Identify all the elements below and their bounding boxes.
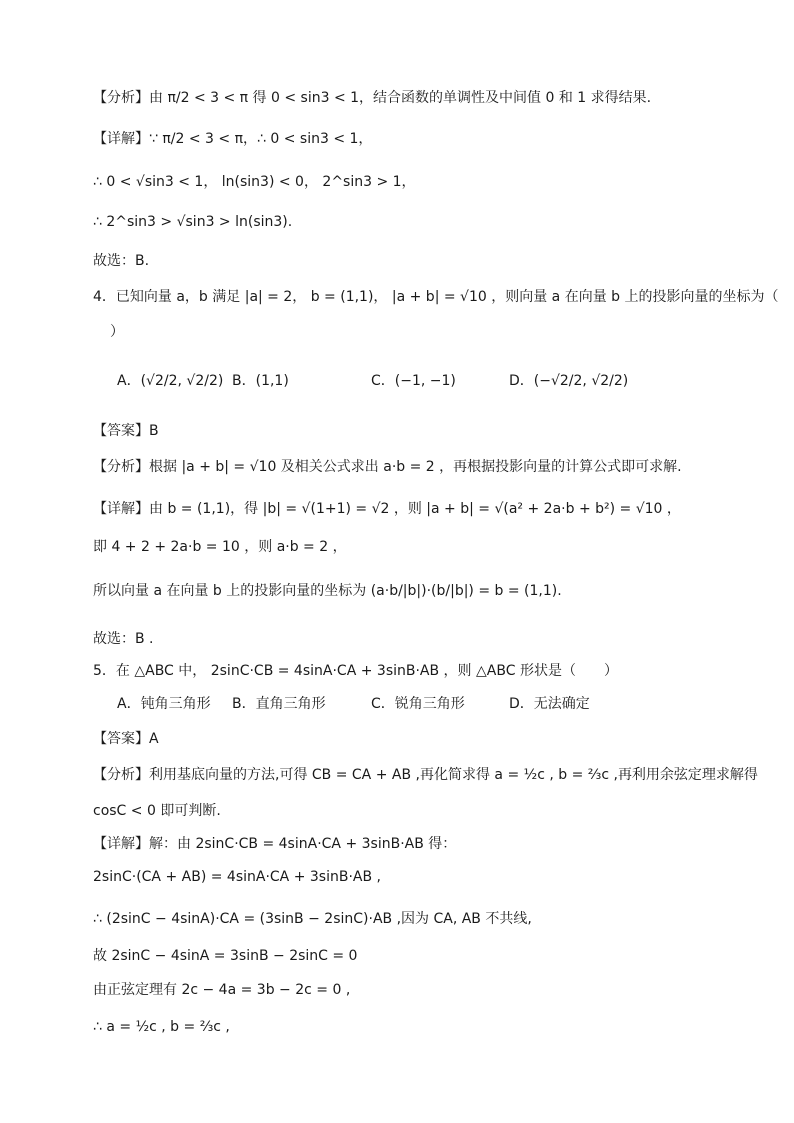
q5-answer-line <box>93 729 159 749</box>
q5-option-b <box>232 694 326 714</box>
option-text: (−√2/2, √2/2) <box>533 373 629 389</box>
q5-detail-line-5: 由正弦定理有 2c − 4a = 3b − 2c = 0 , <box>93 982 351 998</box>
q4-answer: B <box>149 423 159 439</box>
option-letter: B． <box>232 696 256 712</box>
q5-option-d <box>509 694 590 714</box>
q5-stem: 5．在 △ABC 中， 2sinC·CB = 4sinA·CA + 3sinB·AB ，则 △ABC 形状是（ ） <box>93 663 618 679</box>
analysis-label: 【分析】 <box>93 767 149 783</box>
q5-analysis-line-2: cosC < 0 即可判断. <box>93 803 221 819</box>
detail-label: 【详解】 <box>93 131 149 147</box>
option-text: (1,1) <box>255 373 289 389</box>
q5-option-a <box>117 694 211 714</box>
q4-analysis-text: 根据 |a + b| = √10 及相关公式求出 a·b = 2 ，再根据投影向量的计算公式即可求解. <box>149 459 682 475</box>
option-letter: D． <box>509 696 534 712</box>
q3-detail-line-1 <box>93 129 372 149</box>
analysis-label: 【分析】 <box>93 459 149 475</box>
q4-stem-line-2: ） <box>110 324 124 340</box>
q4-option-c <box>371 371 456 391</box>
q5-detail-line-2: 2sinC·(CA + AB) = 4sinA·CA + 3sinB·AB , <box>93 869 381 885</box>
q4-option-b <box>232 371 289 391</box>
q3-detail-line-2: ∴ 0 < √sin3 < 1， ln(sin3) < 0， 2^sin3 > 1， <box>93 174 416 190</box>
q5-analysis-line-1 <box>93 765 758 785</box>
q5-detail-1: 解：由 2sinC·CB = 4sinA·CA + 3sinB·AB 得： <box>149 836 457 852</box>
q4-detail-line-2: 即 4 + 2 + 2a·b = 10 ，则 a·b = 2 ， <box>93 539 347 555</box>
option-text: 无法确定 <box>533 696 590 712</box>
q3-detail-1: ∵ π/2 < 3 < π，∴ 0 < sin3 < 1， <box>149 131 373 147</box>
q3-analysis-line <box>93 88 651 108</box>
option-letter: C． <box>371 696 395 712</box>
detail-label: 【详解】 <box>93 501 149 517</box>
answer-label: 【答案】 <box>93 731 149 747</box>
option-letter: C． <box>371 373 395 389</box>
option-text: 钝角三角形 <box>140 696 211 712</box>
q4-option-d <box>509 371 628 391</box>
option-text: (−1, −1) <box>394 373 456 389</box>
option-text: (√2/2, √2/2) <box>140 373 224 389</box>
option-letter: B． <box>232 373 256 389</box>
q3-choose: 故选：B. <box>93 253 150 269</box>
q4-answer-line <box>93 421 159 441</box>
q5-detail-line-6: ∴ a = ½c , b = ⅔c , <box>93 1019 230 1035</box>
q5-answer: A <box>149 731 159 747</box>
q5-option-c <box>371 694 465 714</box>
analysis-label: 【分析】 <box>93 90 149 106</box>
q4-analysis-line <box>93 457 682 477</box>
q4-choose: 故选：B . <box>93 631 154 647</box>
option-letter: D． <box>509 373 534 389</box>
q3-detail-line-3: ∴ 2^sin3 > √sin3 > ln(sin3). <box>93 214 293 230</box>
option-text: 直角三角形 <box>255 696 326 712</box>
q4-detail-line-3: 所以向量 a 在向量 b 上的投影向量的坐标为 (a·b/|b|)·(b/|b|) = b = (1,1). <box>93 583 562 599</box>
q4-option-a <box>117 371 223 391</box>
q4-stem-line-1: 4．已知向量 a，b 满足 |a| = 2， b = (1,1)， |a + b| = √10 ，则向量 a 在向量 b 上的投影向量的坐标为（ <box>93 289 779 305</box>
answer-label: 【答案】 <box>93 423 149 439</box>
q5-detail-line-1 <box>93 834 456 854</box>
option-text: 锐角三角形 <box>394 696 465 712</box>
q5-analysis-1: 利用基底向量的方法,可得 CB = CA + AB ,再化简求得 a = ½c , b = ⅔c ,再利用余弦定理求解得 <box>149 767 758 783</box>
q5-detail-line-3: ∴ (2sinC − 4sinA)·CA = (3sinB − 2sinC)·AB ,因为 CA, AB 不共线, <box>93 911 532 927</box>
q3-analysis-text: 由 π/2 < 3 < π 得 0 < sin3 < 1，结合函数的单调性及中间值 0 和 1 求得结果. <box>149 90 652 106</box>
q4-detail-1: 由 b = (1,1)，得 |b| = √(1+1) = √2 ，则 |a + b| = √(a² + 2a·b + b²) = √10 ， <box>149 501 681 517</box>
option-letter: A． <box>117 373 141 389</box>
q5-detail-line-4: 故 2sinC − 4sinA = 3sinB − 2sinC = 0 <box>93 948 358 964</box>
q4-detail-line-1 <box>93 499 681 519</box>
option-letter: A． <box>117 696 141 712</box>
detail-label: 【详解】 <box>93 836 149 852</box>
